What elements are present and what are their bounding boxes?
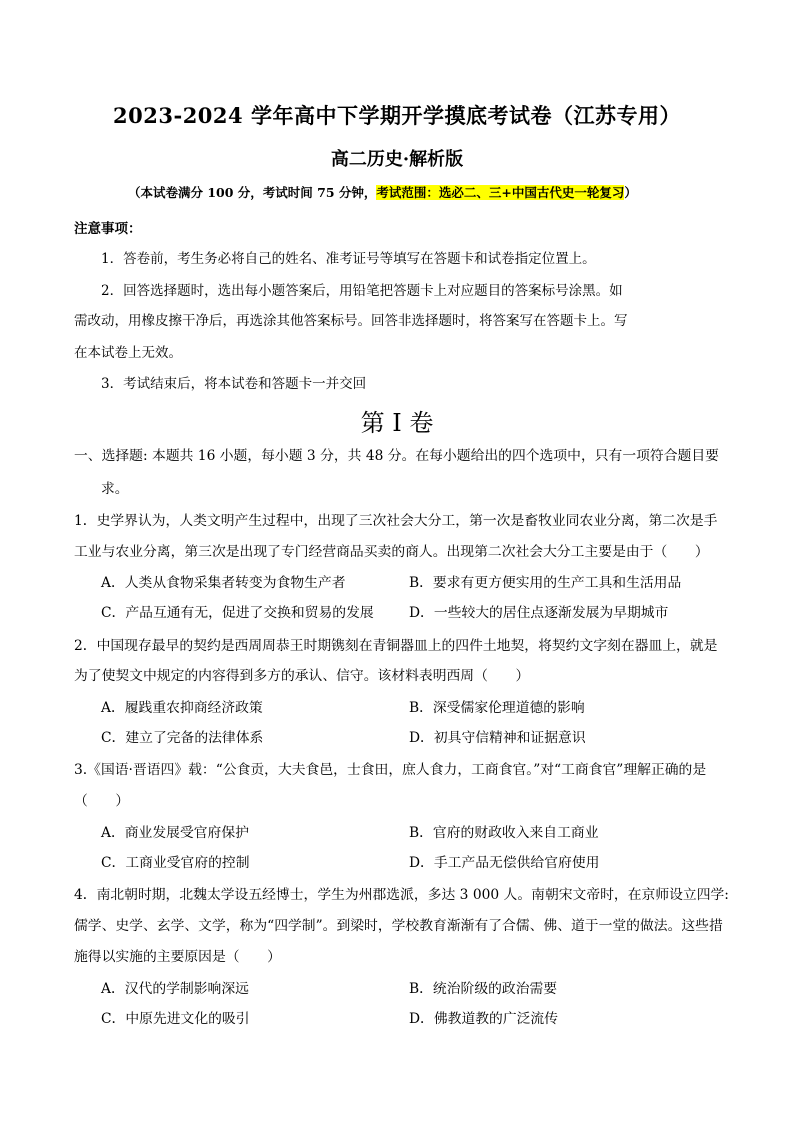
question-3-line: 3.《国语·晋语四》载：“公食贡，大夫食邑，士食田，庶人食力，工商食官。”对“工商食官”理解正确的是 (74, 762, 707, 778)
exam-note (128, 183, 728, 201)
attention-line: 1．答卷前，考生务必将自己的姓名、准考证号等填写在答题卡和试卷指定位置上。 (101, 251, 596, 267)
attention-line: 2．回答选择题时，选出每小题答案后，用铅笔把答题卡上对应题目的答案标号涂黑。如 (101, 283, 623, 299)
attention-title: 注意事项： (74, 221, 142, 237)
question-3-option-a: A．商业发展受官府保护 (101, 825, 249, 841)
section-instruction: 求。 (101, 481, 129, 497)
question-1-option-c: C．产品互通有无，促进了交换和贸易的发展 (101, 605, 374, 621)
question-3-option-c: C．工商业受官府的控制 (101, 855, 250, 871)
attention-line: 3．考试结束后，将本试卷和答题卡一并交回 (101, 376, 367, 392)
question-4-option-a: A．汉代的学制影响深远 (101, 981, 249, 997)
question-4-option-d: D．佛教道教的广泛流传 (409, 1011, 559, 1027)
note-prefix: （本试卷满分 100 分，考试时间 75 分钟， (128, 185, 377, 200)
question-2-line: 为了使契文中规定的内容得到多方的承认、信守。该材料表明西周（ ） (74, 668, 530, 684)
question-1-option-b: B．要求有更方便实用的生产工具和生活用品 (409, 575, 682, 591)
attention-line: 需改动，用橡皮擦干净后，再选涂其他答案标号。回答非选择题时，将答案写在答题卡上。写 (74, 313, 628, 329)
question-4-line: 4．南北朝时期，北魏太学设五经博士，学生为州郡选派，多达 3 000 人。南朝宋文帝时，在京师设立四学: (74, 887, 729, 903)
attention-line: 在本试卷上无效。 (74, 345, 182, 361)
question-2-option-c: C．建立了完备的法律体系 (101, 730, 264, 746)
exam-subtitle: 高二历史·解析版 (330, 149, 464, 170)
question-1-option-a: A．人类从食物采集者转变为食物生产者 (101, 575, 346, 591)
volume-heading: 第 I 卷 (360, 409, 434, 437)
question-3-option-d: D．手工产品无偿供给官府使用 (409, 855, 600, 871)
question-2-option-a: A．履践重农抑商经济政策 (101, 700, 263, 716)
note-suffix: ） (624, 185, 637, 200)
note-highlight: 考试范围：选必二、三+中国古代史一轮复习 (376, 185, 625, 200)
question-3-option-b: B．官府的财政收入来自工商业 (409, 825, 599, 841)
question-1-line: 工业与农业分离，第三次是出现了专门经营商品买卖的商人。出现第二次社会大分工主要是由于（ ） (74, 544, 709, 560)
question-2-option-d: D．初具守信精神和证据意识 (409, 730, 586, 746)
section-instruction: 一、选择题: 本题共 16 小题，每小题 3 分，共 48 分。在每小题给出的四个选项中，只有一项符合题目要 (74, 448, 719, 464)
question-4-option-b: B．统治阶级的政治需要 (409, 981, 558, 997)
question-2-line: 2．中国现存最早的契约是西周周恭王时期镌刻在青铜器皿上的四件土地契，将契约文字刻在器皿上，就是 (74, 638, 718, 654)
question-1-line: 1．史学界认为，人类文明产生过程中，出现了三次社会大分工，第一次是畜牧业同农业分离，第二次是手 (74, 513, 718, 529)
exam-title: 2023-2024 学年高中下学期开学摸底考试卷（江苏专用） (113, 103, 681, 128)
question-2-option-b: B．深受儒家伦理道德的影响 (409, 700, 585, 716)
question-3-line: （ ） (74, 793, 130, 809)
question-1-option-d: D．一些较大的居住点逐渐发展为早期城市 (409, 605, 669, 621)
question-4-option-c: C．中原先进文化的吸引 (101, 1011, 250, 1027)
question-4-line: 施得以实施的主要原因是（ ） (74, 949, 281, 965)
question-4-line: 儒学、史学、玄学、文学，称为“四学制”。到梁时，学校教育渐渐有了合儒、佛、道于一堂的做法。这些措 (74, 918, 723, 934)
